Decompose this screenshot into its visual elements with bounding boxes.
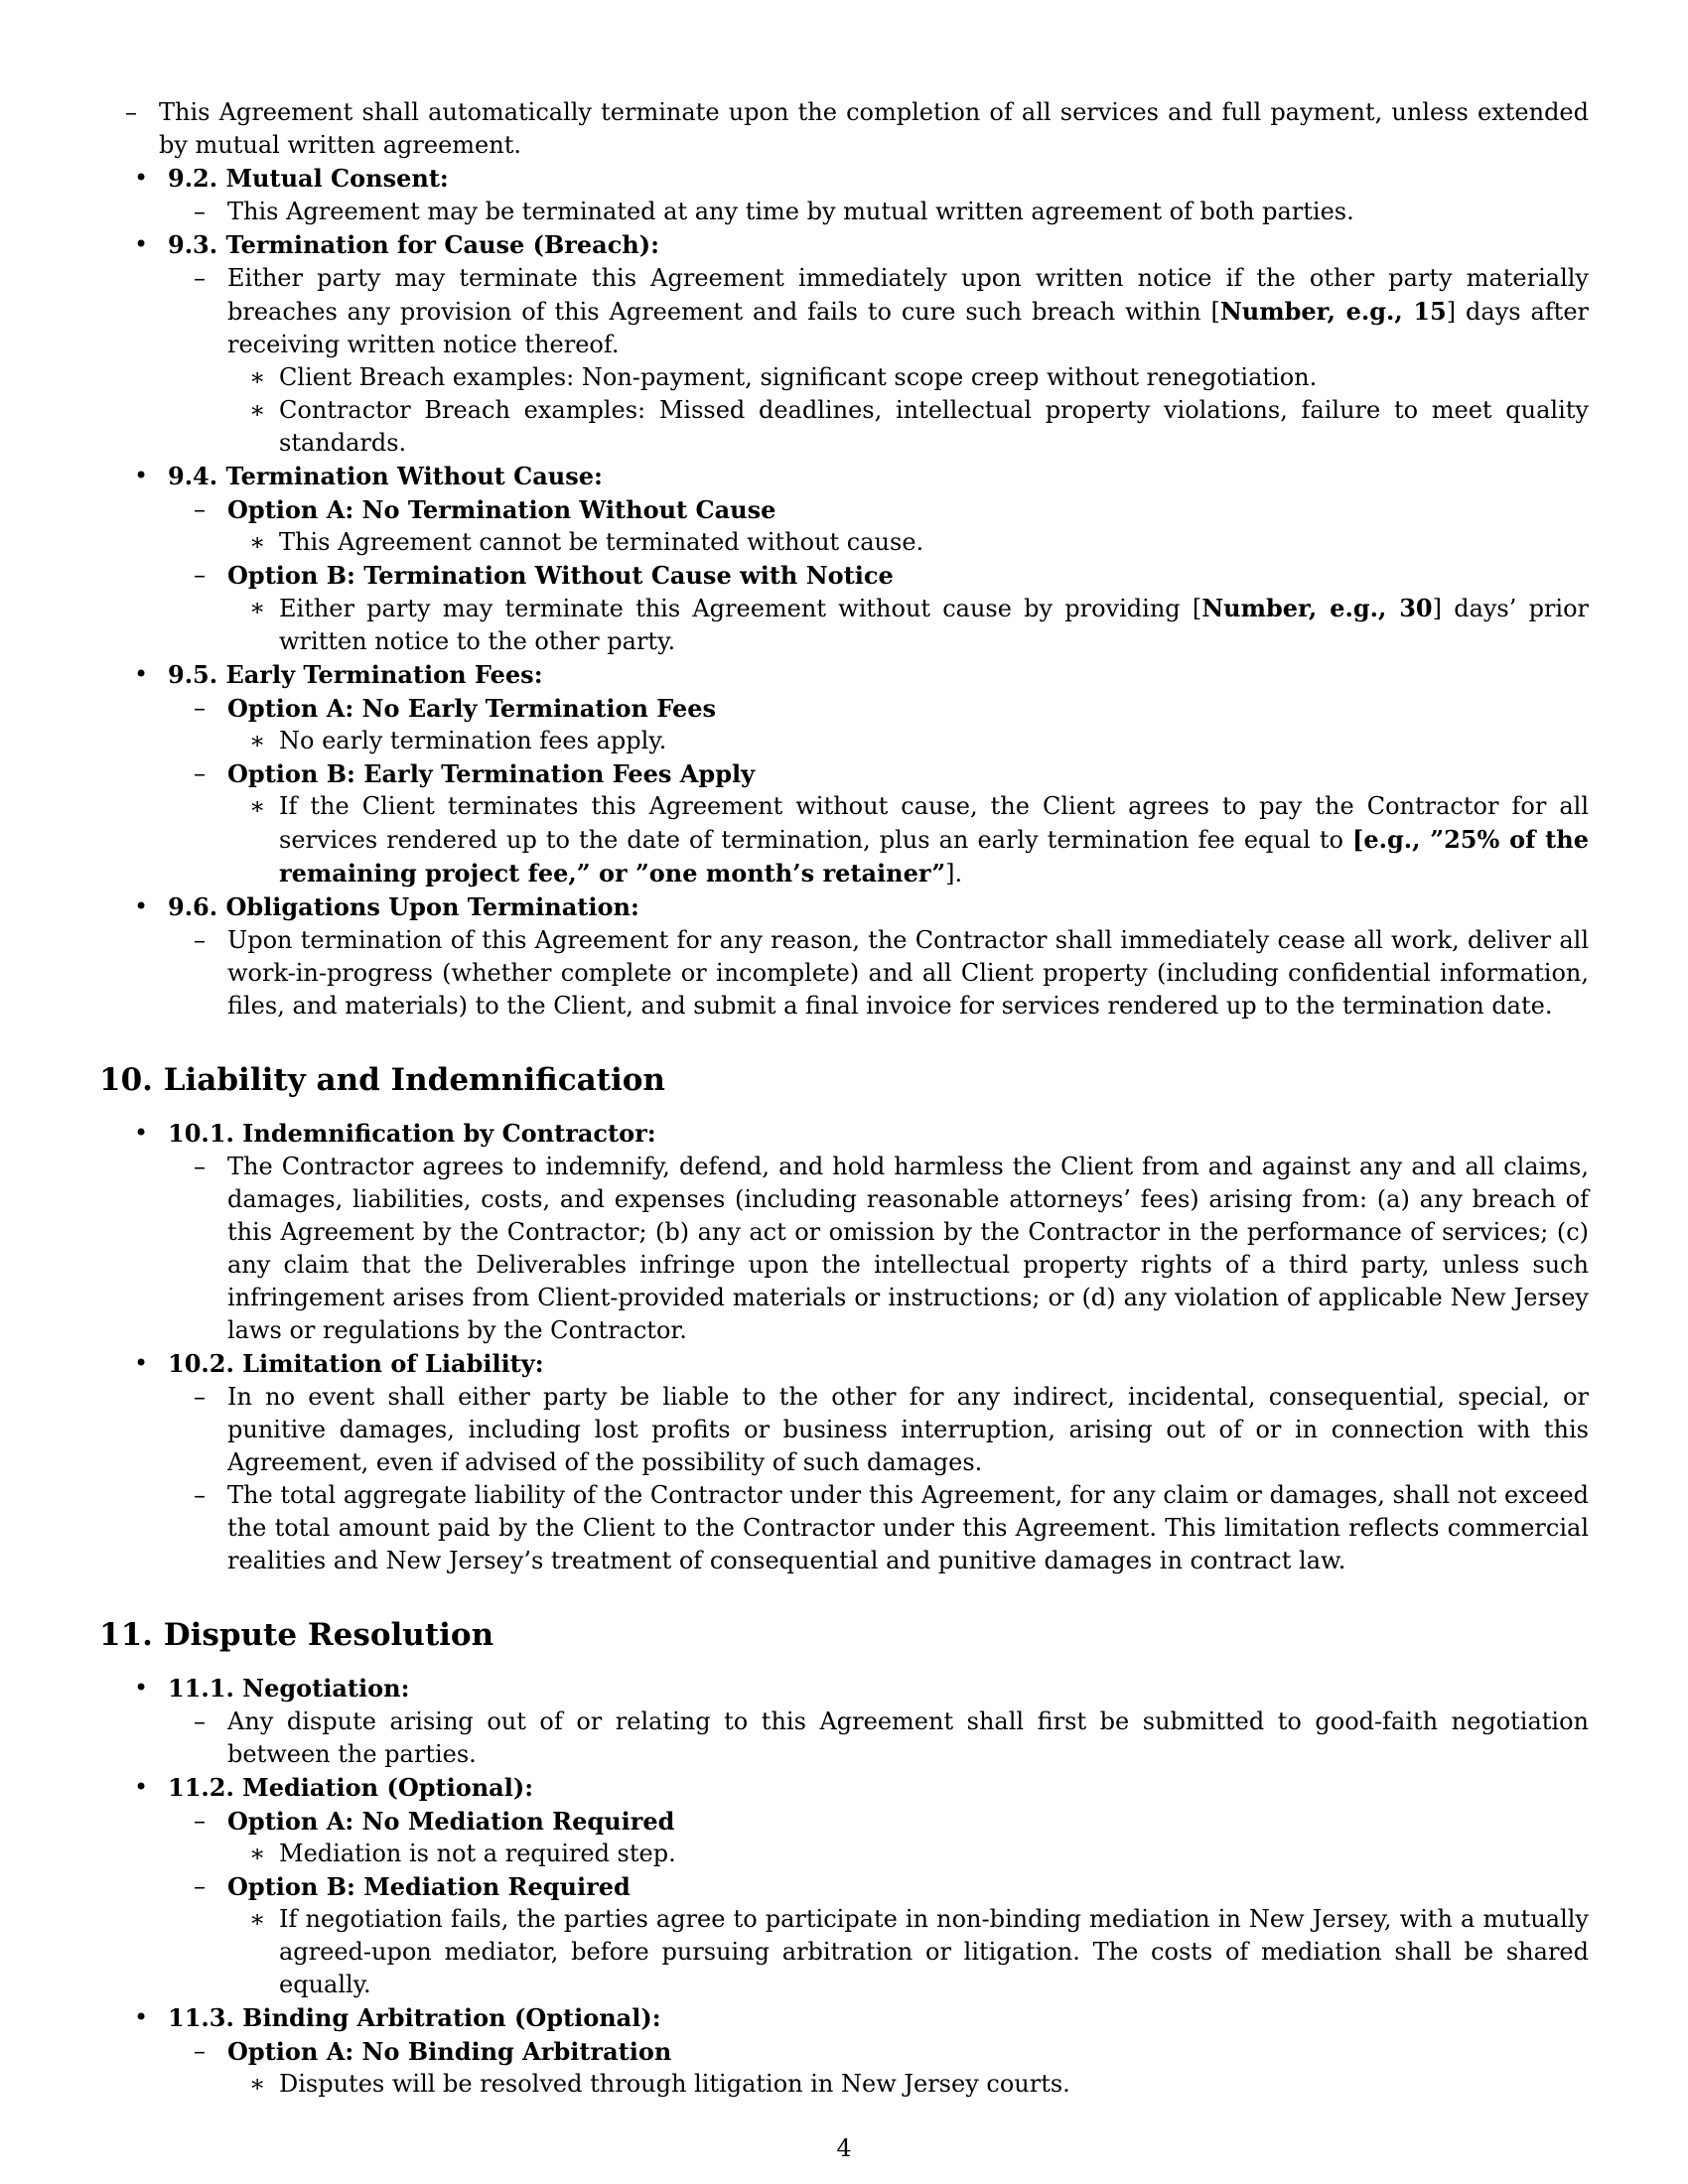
- bullet-marker: •: [134, 660, 149, 688]
- list-item: [168, 262, 1589, 460]
- clause-text: Mediation is not a required step.: [279, 1840, 676, 1867]
- clause-heading: 10.2. Limitation of Liability:: [168, 1349, 544, 1378]
- section-11-heading: 11. Dispute Resolution: [99, 1617, 494, 1653]
- option-heading: Option A: No Binding Arbitration: [227, 2037, 672, 2066]
- list-item: [168, 757, 1589, 890]
- clause-text: Any dispute arising out of or relating to this Agreement shall first be submitted to good-faith negotiation between the parties.: [227, 1707, 1589, 1768]
- document-page: [99, 96, 1589, 2101]
- star-marker: ∗: [249, 727, 266, 754]
- clause-text: In no event shall either party be liable to the other for any indirect, incidental, consequential, special, or punitive damages, including lost profits or business interruption, arising out of or in connection with this Agreement, even if advised of the possibility of such damages.: [227, 1383, 1589, 1476]
- clause-11-1: [99, 1672, 1589, 1771]
- star-marker: ∗: [249, 528, 266, 556]
- clause-9-6: [99, 890, 1589, 1023]
- dash-marker: –: [194, 561, 206, 589]
- list-item: [227, 394, 1589, 460]
- clause-text: Either party may terminate this Agreement without cause by providing [Number, e.g., 30] days’ prior written notice to the other party.: [279, 594, 1590, 655]
- list-item: [99, 96, 1589, 162]
- clause-text: Either party may terminate this Agreement immediately upon written notice if the other party materially breaches any provision of this Agreement and fails to cure such breach within [Number, e.g., 15] days after receiving written notice thereof.: [227, 264, 1589, 358]
- dash-marker: –: [194, 1807, 206, 1835]
- section-10-heading: 10. Liability and Indemnification: [99, 1062, 665, 1098]
- dash-marker: –: [194, 1872, 206, 1900]
- list-item: [168, 1479, 1589, 1577]
- clause-heading: 9.4. Termination Without Cause:: [168, 462, 603, 490]
- section9-continued-list: [99, 96, 1589, 1023]
- bullet-marker: •: [134, 2003, 149, 2031]
- list-item: [168, 493, 1589, 559]
- list-item: [227, 526, 1589, 559]
- list-item: [168, 1381, 1589, 1479]
- list-item: [168, 1151, 1589, 1347]
- option-heading: Option B: Termination Without Cause with Notice: [227, 561, 894, 590]
- list-item: [99, 96, 1589, 162]
- clause-text: Upon termination of this Agreement for any reason, the Contractor shall immediately cease all work, deliver all work-in-progress (whether complete or incomplete) and all Client property (including confidential information, files, and materials) to the Client, and submit a final invoice for services rendered up to the termination date.: [227, 926, 1589, 1020]
- dash-marker: –: [194, 1707, 206, 1735]
- clause-9-5: [99, 658, 1589, 890]
- clause-text: The Contractor agrees to indemnify, defend, and hold harmless the Client from and against any and all claims, damages, liabilities, costs, and expenses (including reasonable attorneys’ fees) arising from: (a) any breach of this Agreement by the Contractor; (b) any act or omission by the Contractor in the performance of services; (c) any claim that the Deliverables infringe upon the intellectual property rights of a third party, unless such infringement arises from Client-provided materials or instructions; or (d) any violation of applicable New Jersey laws or regulations by the Contractor.: [227, 1153, 1589, 1344]
- placeholder-field: Number, e.g., 15: [1219, 297, 1447, 326]
- list-item: [168, 559, 1589, 658]
- dash-marker: –: [194, 926, 206, 954]
- option-heading: Option A: No Termination Without Cause: [227, 495, 776, 524]
- bullet-marker: •: [134, 164, 149, 192]
- clause-text: The total aggregate liability of the Contractor under this Agreement, for any claim or damages, shall not exceed the total amount paid by the Client to the Contractor under this Agreement. This limitation reflects commercial realities and New Jersey’s treatment of consequential and punitive damages in contract law.: [227, 1481, 1589, 1574]
- star-marker: ∗: [249, 1905, 266, 1933]
- list-item: [168, 196, 1589, 228]
- star-marker: ∗: [249, 396, 266, 424]
- placeholder-field: Number, e.g., 30: [1201, 594, 1433, 622]
- bullet-marker: •: [134, 1119, 149, 1147]
- star-marker: ∗: [249, 2070, 266, 2098]
- clause-heading: 11.1. Negotiation:: [168, 1674, 410, 1703]
- star-marker: ∗: [249, 363, 266, 391]
- list-item: [168, 1870, 1589, 2001]
- bullet-marker: •: [134, 1773, 149, 1801]
- clause-11-2: [99, 1771, 1589, 2001]
- list-item: [168, 2035, 1589, 2101]
- clause-10-2: [99, 1347, 1589, 1577]
- clause-text: Contractor Breach examples: Missed deadlines, intellectual property violations, failure to meet quality standards.: [279, 396, 1589, 457]
- clause-heading: 11.3. Binding Arbitration (Optional):: [168, 2003, 661, 2032]
- clause-9-4: [99, 460, 1589, 658]
- dash-marker: –: [194, 495, 206, 523]
- dash-marker: –: [194, 1383, 206, 1411]
- bullet-marker: •: [134, 230, 149, 258]
- list-item: [227, 790, 1589, 890]
- bullet-marker: •: [134, 1674, 149, 1702]
- option-heading: Option A: No Early Termination Fees: [227, 694, 717, 723]
- bullet-marker: •: [134, 462, 149, 489]
- clause-11-3: [99, 2001, 1589, 2101]
- list-item: [168, 692, 1589, 757]
- list-item: [227, 2068, 1589, 2101]
- section11-list: [99, 1672, 1589, 2101]
- dash-marker: –: [194, 1481, 206, 1509]
- clause-heading: 9.5. Early Termination Fees:: [168, 660, 543, 689]
- clause-10-1: [99, 1117, 1589, 1347]
- dash-marker: –: [194, 694, 206, 722]
- list-item: [227, 361, 1589, 394]
- clause-9-2: [99, 162, 1589, 228]
- clause-text: Client Breach examples: Non-payment, significant scope creep without renegotiation.: [279, 363, 1318, 391]
- clause-text: This Agreement cannot be terminated without cause.: [279, 528, 924, 556]
- page-number: 4: [836, 2134, 852, 2162]
- clause-heading: 9.6. Obligations Upon Termination:: [168, 892, 639, 921]
- list-item: [227, 725, 1589, 757]
- option-heading: Option B: Early Termination Fees Apply: [227, 759, 756, 788]
- star-marker: ∗: [249, 594, 266, 621]
- clause-heading: 9.2. Mutual Consent:: [168, 164, 449, 193]
- list-item: [227, 1838, 1589, 1870]
- list-item: [168, 1805, 1589, 1870]
- option-heading: Option B: Mediation Required: [227, 1872, 631, 1901]
- clause-text: Disputes will be resolved through litigation in New Jersey courts.: [279, 2070, 1070, 2098]
- bullet-marker: •: [134, 1349, 149, 1377]
- clause-text: If the Client terminates this Agreement without cause, the Client agrees to pay the Contractor for all services rendered up to the date of termination, plus an early termination fee equal to [e.g., ”25% of the remaining project fee,” or ”one month’s retainer”].: [279, 792, 1589, 887]
- list-item: [227, 592, 1589, 658]
- clause-heading: 11.2. Mediation (Optional):: [168, 1773, 534, 1802]
- placeholder-field: [e.g., ”25% of the remaining project fee,” or ”one month’s retainer”: [279, 825, 1589, 887]
- clause-text: This Agreement may be terminated at any time by mutual written agreement of both parties.: [227, 198, 1354, 225]
- dash-marker: –: [125, 98, 137, 126]
- section10-list: [99, 1117, 1589, 1577]
- dash-marker: –: [194, 264, 206, 292]
- dash-marker: –: [194, 2037, 206, 2065]
- clause-text: No early termination fees apply.: [279, 727, 667, 754]
- clause-heading: 9.3. Termination for Cause (Breach):: [168, 230, 659, 259]
- dash-marker: –: [194, 759, 206, 787]
- dash-marker: –: [194, 198, 206, 225]
- dash-marker: –: [194, 1153, 206, 1180]
- list-item: [168, 1706, 1589, 1771]
- list-item: [168, 924, 1589, 1023]
- clause-9-3: [99, 228, 1589, 460]
- star-marker: ∗: [249, 1840, 266, 1867]
- clause-9-1-text: This Agreement shall automatically terminate upon the completion of all services and full payment, unless extended by mutual written agreement.: [159, 98, 1589, 159]
- clause-text: If negotiation fails, the parties agree to participate in non-binding mediation in New Jersey, with a mutually agreed-upon mediator, before pursuing arbitration or litigation. The costs of mediation shall be shared equally.: [279, 1905, 1589, 1998]
- clause-heading: 10.1. Indemnification by Contractor:: [168, 1119, 656, 1148]
- bullet-marker: •: [134, 892, 149, 920]
- list-item: [227, 1903, 1589, 2001]
- star-marker: ∗: [249, 792, 266, 820]
- option-heading: Option A: No Mediation Required: [227, 1807, 675, 1836]
